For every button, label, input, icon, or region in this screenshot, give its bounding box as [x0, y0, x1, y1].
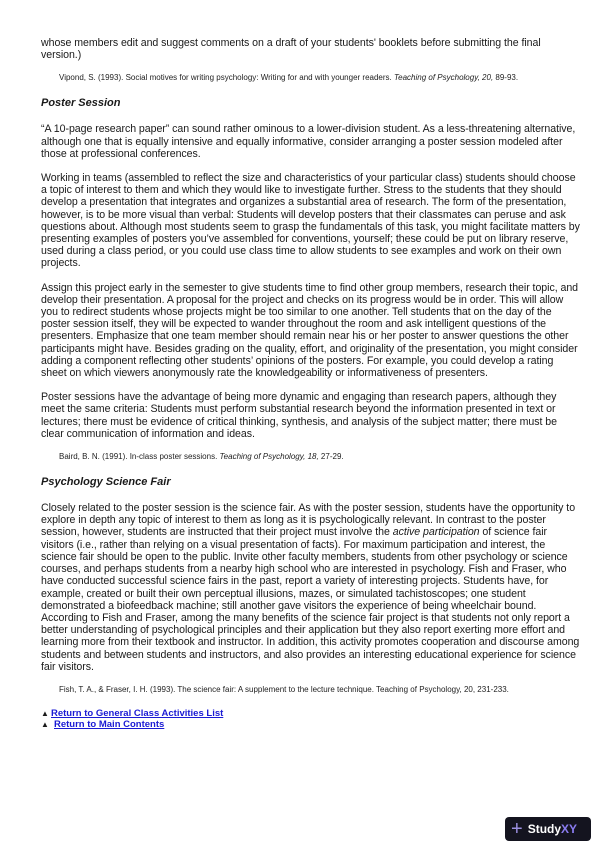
return-to-general-class-activities-link[interactable]: Return to General Class Activities List — [51, 707, 224, 719]
poster-paragraph-4: Poster sessions have the advantage of being more dynamic and engaging than research papers, although they meet the same criteria: Students must perform substantial research beyond the information presented in text or lectures; there must be evidence of critical thinking, synthesis, and analysis of the subject matter; there must be clear communication of information and ideas. — [41, 391, 557, 440]
navigation-links — [41, 709, 581, 731]
nav-link-row — [41, 720, 581, 731]
return-to-main-contents-link[interactable]: Return to Main Contents — [54, 718, 165, 730]
citation-journal: Teaching of Psychology, 18, — [219, 452, 319, 462]
brand-logo-text — [528, 822, 577, 836]
paragraph-text: Closely related to the poster session is the science fair. As with the poster session, students have the opportunity to explore in depth any topic of interest to them as long as it is psychologically relevant. In contrast to the poster session, however, students are instructed that their project must involve the — [41, 502, 576, 539]
studyxy-watermark-badge[interactable] — [505, 817, 591, 841]
citation-pages: 89-93. — [493, 73, 519, 83]
citation-text: Vipond, S. (1993). Social motives for writing psychology: Writing for and with younger readers. — [59, 73, 394, 83]
paragraph-text: of science fair visitors (i.e., rather than relying on a visual presentation of facts). For maximum participation and interest, the science fair should be open to the public. Invite other faculty members, students from other psychology or science courses, and perhaps students from a nearby high school who are interested in psychology. Fish and Fraser, who have conducted successful science fairs in the past, report a variety of interesting projects. Students have, for example, created or built their own perceptual illusions, mazes, or simulated tachistoscopes; one student demonstrated a biofeedback machine; still another gave visitors the experience of being wheelchair bound. According to Fish and Fraser, among the many benefits of the science fair project is that students not only report a better understanding of psychological principles and their application but they also report exerting more effort and learning more from their textbook and instructor. In addition, this activity promotes cooperation and discourse among students and between students and instructors, and also provides an interesting educational experience for science fair visitors. — [41, 526, 580, 673]
emphasis-text: active participation — [392, 526, 480, 539]
poster-paragraph-1: “A 10-page research paper” can sound rather ominous to a lower-division student. As a less-threatening alternative, although one that is equally intensive and equally informative, consider arranging a poster session modeled after those at professional conferences. — [41, 123, 576, 160]
citation-baird — [59, 452, 581, 462]
citation-text: Baird, B. N. (1991). In-class poster sessions. — [59, 452, 220, 462]
section-heading-poster-session: Poster Session — [41, 97, 121, 110]
section-heading-science-fair: Psychology Science Fair — [41, 476, 171, 489]
science-fair-paragraph — [41, 502, 581, 673]
poster-paragraph-2: Working in teams (assembled to reflect the size and characteristics of your particular class) students should choose a topic of interest to them and which they would like to investigate further. Stress to the students that they should develop a presentation that integrates and organizes a substantial area of research. The form of the presentation, however, is to be more visual than verbal: Students will develop posters that their classmates can peruse and ask questions about. Although most students seem to grasp the fundamentals of this task, you might facilitate matters by presenting examples of posters you’ve assembled for conventions, yourself; these could be put on library reserve, used during a class period, or you could use class time to allow students to see examples and work on their own projects. — [41, 172, 580, 270]
document-page — [41, 37, 581, 731]
intro-continuation-paragraph: whose members edit and suggest comments on a draft of your students' booklets before submitting the final version.) — [41, 37, 541, 62]
triangle-up-icon: ▲ — [41, 708, 49, 718]
citation-vipond — [59, 73, 581, 83]
brand-accent: XY — [561, 822, 578, 836]
poster-paragraph-3: Assign this project early in the semester to give students time to find other group members, research their topic, and develop their presentation. A proposal for the project and checks on its progress would be in order. This will allow you to redirect students whose projects might be too similar to one another. Tell students that on the day of the poster session itself, they will be expected to wander throughout the room and ask intelligent questions of the presenters. Emphasize that one team member should remain near his or her poster to answer questions the other participants might have. Besides grading on the quality, effort, and originality of the presentation, you might consider adding a component reflecting other students’ opinions of the posters. For example, you could develop a rating sheet on which viewers anonymously rate the knowledgeability or informativeness of presenters. — [41, 281, 579, 380]
brand-main: Study — [527, 822, 562, 836]
citation-fish-fraser: Fish, T. A., & Fraser, I. H. (1993). The science fair: A supplement to the lecture technique. Teaching of Psychology, 20, 231-233. — [59, 684, 509, 694]
citation-pages: 27-29. — [318, 452, 344, 462]
plus-icon: + — [511, 818, 523, 840]
citation-journal: Teaching of Psychology, 20, — [393, 73, 494, 83]
triangle-up-icon: ▲ — [41, 719, 49, 729]
